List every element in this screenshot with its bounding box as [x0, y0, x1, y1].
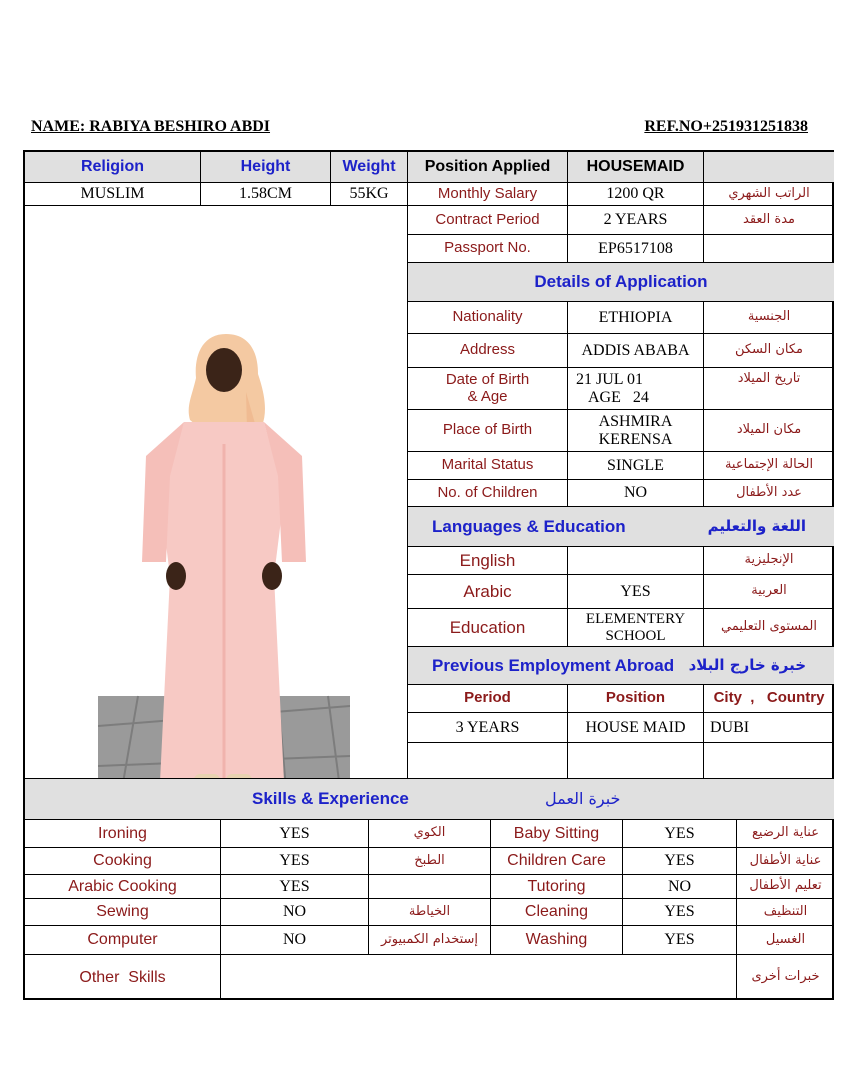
position-applied-value: HOUSEMAID	[568, 152, 704, 183]
skill-cleaning-label: Cleaning	[491, 899, 623, 926]
dob-label-line2: & Age	[467, 387, 508, 405]
skill-babysitting-label: Baby Sitting	[491, 820, 623, 848]
contract-value: 2 YEARS	[568, 206, 704, 235]
religion-value: MUSLIM	[25, 183, 201, 206]
skill-babysitting-value: YES	[623, 820, 737, 848]
skills-section-title	[25, 779, 834, 820]
position-header: Position	[568, 685, 704, 713]
height-value: 1.58CM	[201, 183, 331, 206]
skill-arabiccooking-value: YES	[221, 875, 369, 899]
details-section-title: Details of Application	[408, 263, 834, 302]
nationality-label: Nationality	[408, 302, 568, 334]
skill-cleaning-arabic: التنظيف	[737, 899, 834, 926]
religion-header: Religion	[25, 152, 201, 183]
arabic-arabic: العربية	[704, 575, 834, 609]
marital-label: Marital Status	[408, 452, 568, 480]
children-value: NO	[568, 480, 704, 507]
children-arabic: عدد الأطفال	[704, 480, 834, 507]
employment-period-value: 3 YEARS	[408, 713, 568, 743]
skill-childrencare-arabic: عناية الأطفال	[737, 848, 834, 875]
education-arabic: المستوى التعليمي	[704, 609, 834, 647]
skill-tutoring-arabic: تعليم الأطفال	[737, 875, 834, 899]
employment-title-arabic: خبرة خارج البلاد	[688, 656, 806, 675]
skill-tutoring-label: Tutoring	[491, 875, 623, 899]
languages-title-arabic: اللغة والتعليم	[707, 517, 806, 536]
languages-title: Languages & Education	[432, 516, 626, 536]
skill-computer-arabic: إستخدام الكمبيوتر	[369, 926, 491, 955]
photo-cell	[25, 206, 408, 779]
marital-arabic: الحالة الإجتماعية	[704, 452, 834, 480]
weight-header: Weight	[331, 152, 408, 183]
salary-value: 1200 QR	[568, 183, 704, 206]
english-label: English	[408, 547, 568, 575]
english-value	[568, 547, 704, 575]
education-value	[568, 609, 704, 647]
skills-title: Skills & Experience	[252, 789, 409, 809]
arabic-value: YES	[568, 575, 704, 609]
skill-washing-arabic: الغسيل	[737, 926, 834, 955]
skill-cleaning-value: YES	[623, 899, 737, 926]
skill-computer-value: NO	[221, 926, 369, 955]
education-label: Education	[408, 609, 568, 647]
location-header: City , Country	[704, 685, 834, 713]
height-header: Height	[201, 152, 331, 183]
other-skills-arabic: خبرات أخرى	[751, 969, 820, 985]
skill-washing-label: Washing	[491, 926, 623, 955]
weight-value: 55KG	[331, 183, 408, 206]
period-header: Period	[408, 685, 568, 713]
skill-washing-value: YES	[623, 926, 737, 955]
skill-tutoring-value: NO	[623, 875, 737, 899]
contract-arabic: مدة العقد	[704, 206, 834, 235]
pob-value	[568, 410, 704, 452]
pob-arabic: مكان الميلاد	[704, 410, 834, 452]
cv-table	[23, 150, 834, 1000]
skill-childrencare-value: YES	[623, 848, 737, 875]
education-value-line2: SCHOOL	[605, 627, 666, 644]
skill-ironing-arabic: الكوي	[369, 820, 491, 848]
address-value: ADDIS ABABA	[568, 334, 704, 368]
salary-arabic: الراتب الشهري	[704, 183, 834, 206]
skill-arabiccooking-arabic	[369, 875, 491, 899]
passport-value: EP6517108	[568, 235, 704, 263]
skill-babysitting-arabic: عناية الرضيع	[737, 820, 834, 848]
children-label: No. of Children	[408, 480, 568, 507]
nationality-arabic: الجنسية	[704, 302, 834, 334]
dob-arabic: تاريخ الميلاد	[704, 368, 834, 410]
skill-arabiccooking-label: Arabic Cooking	[25, 875, 221, 899]
arabic-label: Arabic	[408, 575, 568, 609]
nationality-value: ETHIOPIA	[568, 302, 704, 334]
dob-value-age: AGE 24	[588, 388, 649, 406]
employment-blank-2	[568, 743, 704, 779]
education-value-line1: ELEMENTERY	[585, 610, 686, 627]
skill-childrencare-label: Children Care	[491, 848, 623, 875]
skill-cooking-label: Cooking	[25, 848, 221, 875]
address-label: Address	[408, 334, 568, 368]
skill-cooking-value: YES	[221, 848, 369, 875]
reference-number: REF.NO+251931251838	[644, 118, 808, 135]
skill-ironing-value: YES	[221, 820, 369, 848]
passport-blank	[704, 235, 834, 263]
address-arabic: مكان السكن	[704, 334, 834, 368]
dob-value-date: 21 JUL 01	[576, 370, 643, 388]
employment-position-value: HOUSE MAID	[568, 713, 704, 743]
pob-label: Place of Birth	[408, 410, 568, 452]
english-arabic: الإنجليزية	[704, 547, 834, 575]
employment-title: Previous Employment Abroad	[432, 655, 675, 675]
other-skills-label: Other Skills	[25, 955, 221, 1000]
employment-section-title	[408, 647, 834, 685]
employment-location-value: DUBI	[704, 713, 834, 743]
languages-section-title	[408, 507, 834, 547]
pob-value-line1: ASHMIRA	[598, 412, 673, 430]
position-blank	[704, 152, 834, 183]
employment-blank-3	[704, 743, 834, 779]
skill-sewing-arabic: الخياطة	[369, 899, 491, 926]
skill-computer-label: Computer	[25, 926, 221, 955]
contract-label: Contract Period	[408, 206, 568, 235]
pob-value-line2: KERENSA	[598, 430, 673, 448]
salary-label: Monthly Salary	[408, 183, 568, 206]
dob-value	[568, 368, 704, 410]
skill-ironing-label: Ironing	[25, 820, 221, 848]
candidate-name: NAME: RABIYA BESHIRO ABDI	[31, 118, 271, 135]
marital-value: SINGLE	[568, 452, 704, 480]
candidate-photo	[98, 326, 350, 779]
skill-sewing-label: Sewing	[25, 899, 221, 926]
skills-title-arabic: خبرة العمل	[545, 789, 621, 809]
skill-cooking-arabic: الطبخ	[369, 848, 491, 875]
position-applied-label: Position Applied	[408, 152, 568, 183]
dob-label	[408, 368, 568, 410]
dob-label-line1: Date of Birth	[445, 370, 530, 388]
employment-blank-1	[408, 743, 568, 779]
passport-label: Passport No.	[408, 235, 568, 263]
skill-sewing-value: NO	[221, 899, 369, 926]
other-skills-value	[221, 955, 737, 1000]
